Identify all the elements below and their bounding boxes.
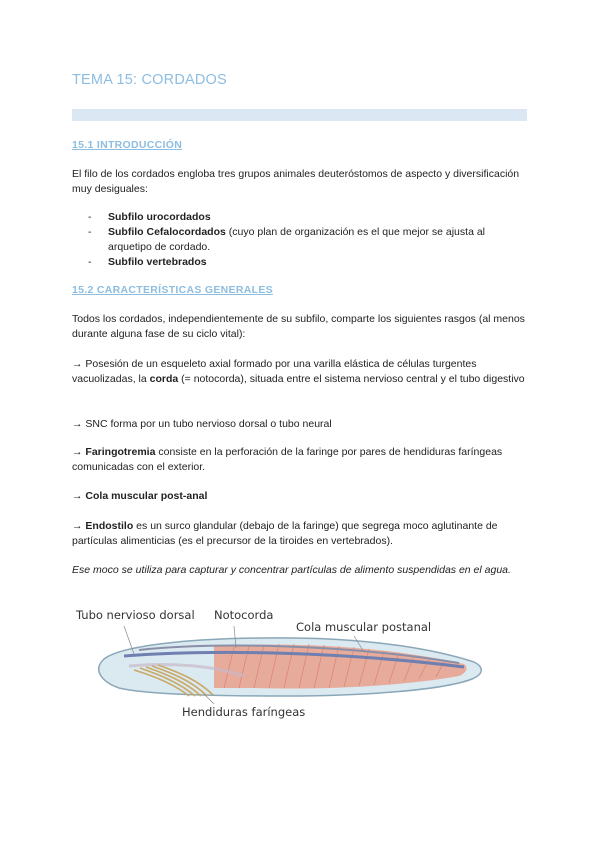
trait-post-anal-tail: → Cola muscular post-anal — [72, 490, 208, 502]
chordate-diagram — [64, 604, 524, 729]
list-item: - Subfilo vertebrados — [88, 256, 207, 268]
page-title: TEMA 15: CORDADOS — [72, 72, 227, 88]
subphylum-list — [88, 210, 528, 270]
trait-notochord: → Posesión de un esqueleto axial formado por una varilla elástica de células turgentes vacuolizadas, la corda (= notocorda), situada entre el sistema nervioso central y el tubo digestivo — [72, 358, 525, 385]
mucus-note: Ese moco se utiliza para capturar y concentrar partículas de alimento suspendidas en el agua. — [72, 564, 511, 576]
trait-pharyngotremy: → Faringotremia consiste en la perforación de la faringe por pares de hendiduras faríngeas comunicadas con el exterior. — [72, 446, 503, 473]
characteristics-intro: Todos los cordados, independientemente de su subfilo, comparte los siguientes rasgos (al menos durante alguna fase de su ciclo vital): — [72, 313, 525, 340]
section-heading-intro: 15.1 INTRODUCCIÓN — [72, 139, 183, 151]
list-item: - Subfilo urocordados — [88, 211, 211, 223]
trait-nerve-tube: → SNC forma por un tubo nervioso dorsal o tubo neural — [72, 418, 332, 430]
section-heading-characteristics: 15.2 CARACTERÍSTICAS GENERALES — [72, 284, 273, 296]
label-post-anal-tail: Cola muscular postanal — [296, 620, 432, 634]
trait-endostyle: → Endostilo es un surco glandular (debajo de la faringe) que segrega moco aglutinante de partículas alimenticias (es el precursor de la tiroides en vertebrados). — [72, 520, 498, 547]
intro-paragraph: El filo de los cordados engloba tres grupos animales deuteróstomos de aspecto y diversificación muy desiguales: — [72, 168, 520, 195]
label-nerve-tube: Tubo nervioso dorsal — [76, 608, 195, 622]
title-underline-bar — [72, 109, 527, 121]
label-notochord: Notocorda — [214, 608, 274, 622]
label-gill-slits: Hendiduras faríngeas — [182, 705, 306, 719]
list-item: - Subfilo Cefalocordados (cuyo plan de organización es el que mejor se ajusta al arquetipo de cordado. — [88, 226, 485, 253]
